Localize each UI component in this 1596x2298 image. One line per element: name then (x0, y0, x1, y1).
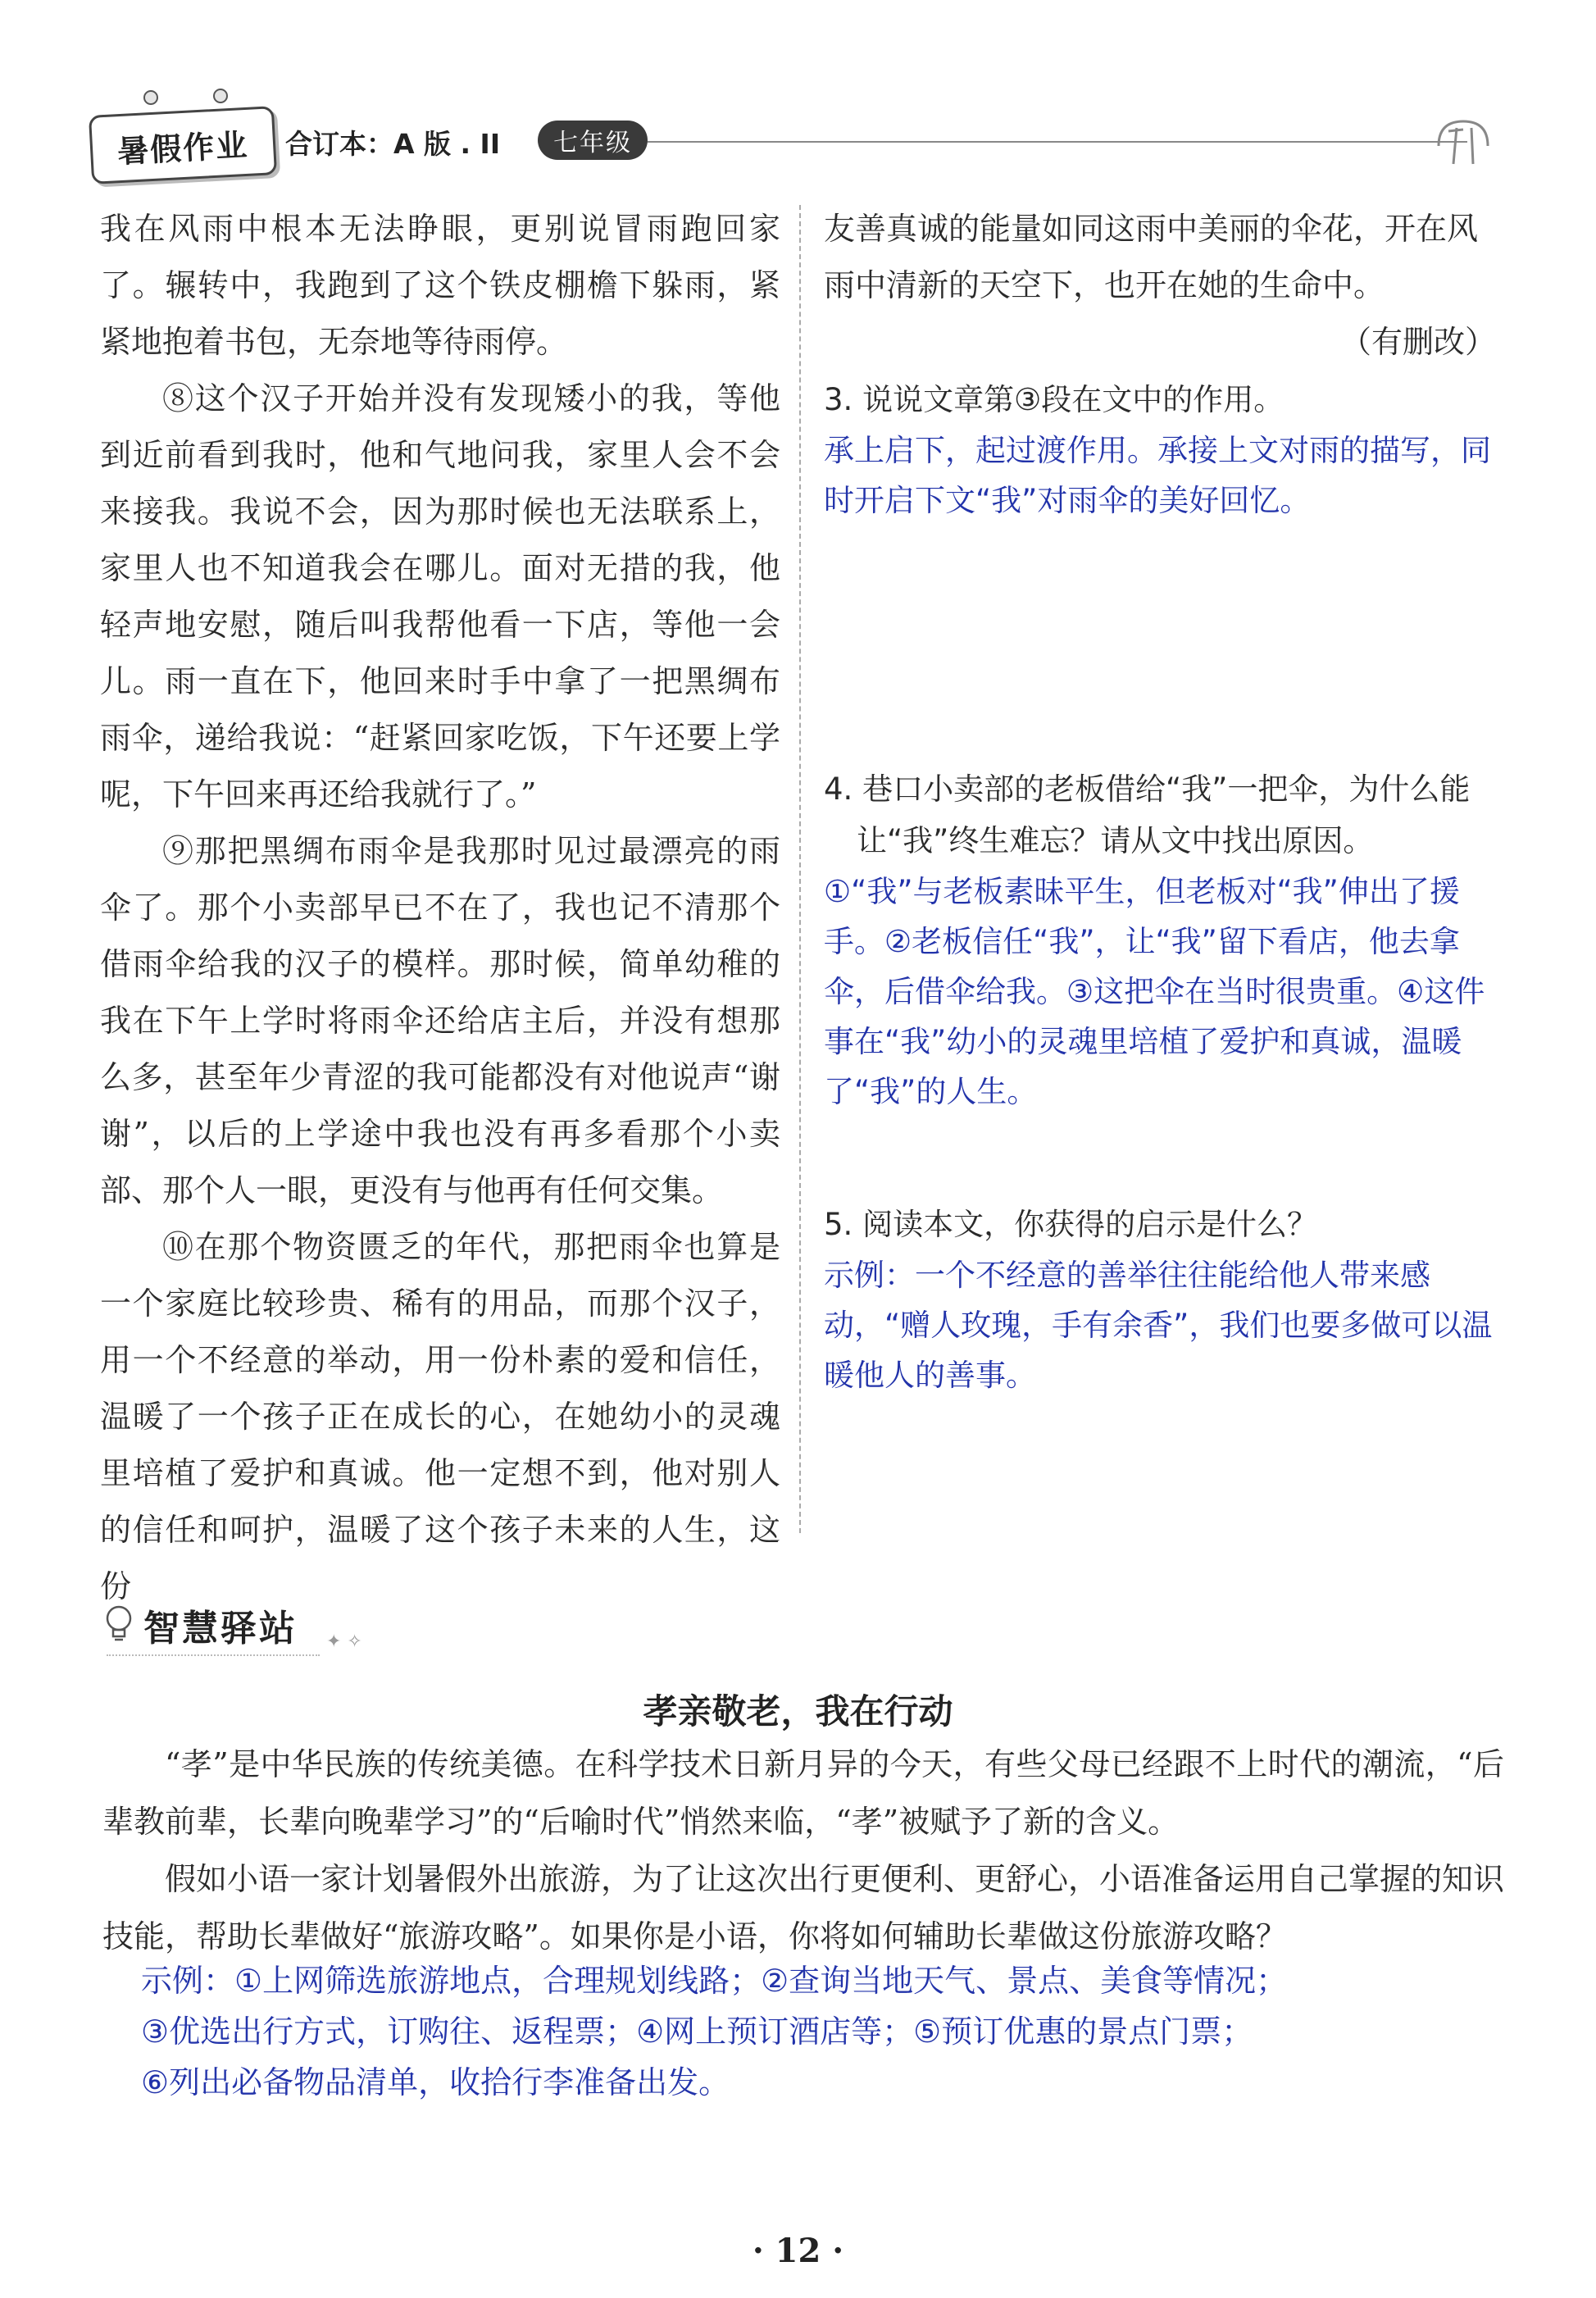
star-icon: ✦ ✧ (326, 1631, 362, 1652)
passage-ending: 友善真诚的能量如同这雨中美丽的伞花，开在风雨中清新的天空下，也开在她的生命中。 (824, 211, 1479, 303)
section-underline (107, 1654, 320, 1656)
passage-paragraph: ⑧这个汉子开始并没有发现矮小的我，等他到近前看到我时，他和气地问我，家里人会不会来接我。我说不会，因为那时候也无法联系上，家里人也不知道我会在哪儿。面对无措的我，他轻声地安慰，随后叫我帮他看一下店，等他一会儿。雨一直在下，他回来时手中拿了一把黑绸布雨伞，递给我说：“赶紧回家吃饭，下午还要上学呢，下午回来再还给我就行了。” (100, 380, 780, 812)
column-divider (799, 205, 801, 1533)
question-line: 4. 巷口小卖部的老板借给“我”一把伞，为什么能 (824, 771, 1471, 807)
section-header (102, 1600, 298, 1650)
answer-text: 示例：一个不经意的善举往往能给他人带来感动，“赠人玫瑰，手有余香”，我们也要多做可以温暖他人的善事。 (824, 1258, 1493, 1393)
edit-note: （有删改） (1339, 324, 1496, 360)
answer-line: 示例：①上网筛选旅游地点，合理规划线路；②查询当地天气、景点、美食等情况； (141, 1963, 1288, 1999)
answer-line: ③优选出行方式，订购往、返程票；④网上预订酒店等；⑤预订优惠的景点门票； (141, 2014, 1253, 2050)
logo-text: 暑假作业 (116, 126, 250, 170)
corner-ornament-icon (1430, 113, 1496, 171)
answer-line: ⑥列出必备物品清单，收拾行李准备出发。 (141, 2064, 730, 2100)
answer-text: ①“我”与老板素昧平生，但老板对“我”伸出了援手。②老板信任“我”，让“我”留下看店，他去拿伞，后借伞给我。③这把伞在当时很贵重。④这件事在“我”幼小的灵魂里培植了爱护和真诚，温暖了“我”的人生。 (824, 874, 1485, 1109)
header-subtitle: 合订本：A 版 . II (285, 128, 501, 160)
passage-paragraph: ⑨那把黑绸布雨伞是我那时见过最漂亮的雨伞了。那个小卖部早已不在了，我也记不清那个借雨伞给我的汉子的模样。那时候，简单幼稚的我在下午上学时将雨伞还给店主后，并没有想那么多，甚至年少青涩的我可能都没有对他说声“谢谢”，以后的上学途中我也没有再多看那个小卖部、那个人一眼，更没有与他再有任何交集。 (100, 833, 780, 1208)
section-title: 智慧驿站 (143, 1608, 298, 1650)
question-text: 5. 阅读本文，你获得的启示是什么？ (824, 1207, 1318, 1242)
article-title: 孝亲敬老，我在行动 (643, 1691, 953, 1731)
pin-decoration (143, 90, 158, 105)
article-answer (141, 1955, 1526, 2108)
passage-paragraph: 我在风雨中根本无法睁眼，更别说冒雨跑回家了。辗转中，我跑到了这个铁皮棚檐下躲雨，紧紧地抱着书包，无奈地等待雨停。 (100, 211, 780, 360)
question-line: 让“我”终生难忘？请从文中找出原因。 (857, 823, 1374, 858)
grade-badge: 七年级 (538, 121, 648, 160)
question-4 (824, 763, 1504, 1117)
pin-decoration (213, 89, 228, 103)
passage-paragraph: ⑩在那个物资匮乏的年代，那把雨伞也算是一个家庭比较珍贵、稀有的用品，而那个汉子，用一个不经意的举动，用一份朴素的爱和信任，温暖了一个孩子正在成长的心，在她幼小的灵魂里培植了爱护和真诚。他一定想不到，他对别人的信任和呵护，温暖了这个孩子未来的人生，这份 (100, 1229, 780, 1604)
left-column (100, 201, 780, 1615)
page-number: · 12 · (752, 2232, 844, 2270)
article-paragraph: “孝”是中华民族的传统美德。在科学技术日新月异的今天，有些父母已经跟不上时代的潮流，“后辈教前辈，长辈向晚辈学习”的“后喻时代”悄然来临，“孝”被赋予了新的含义。 (102, 1746, 1504, 1840)
question-text (824, 763, 1504, 867)
question-text: 3. 说说文章第③段在文中的作用。 (824, 382, 1285, 417)
article-paragraph: 假如小语一家计划暑假外出旅游，为了让这次出行更便利、更舒心，小语准备运用自己掌握的知识技能，帮助长辈做好“旅游攻略”。如果你是小语，你将如何辅助长辈做这份旅游攻略？ (102, 1861, 1505, 1954)
answer-text: 承上启下，起过渡作用。承接上文对雨的描写，同时开启下文“我”对雨伞的美好回忆。 (824, 433, 1491, 518)
header-logo (89, 106, 277, 184)
lightbulb-icon (102, 1604, 135, 1646)
article-body (102, 1736, 1504, 1965)
question-5 (824, 1199, 1504, 1400)
question-3 (824, 374, 1504, 526)
right-column (824, 201, 1504, 1400)
header-rule (648, 141, 1467, 143)
